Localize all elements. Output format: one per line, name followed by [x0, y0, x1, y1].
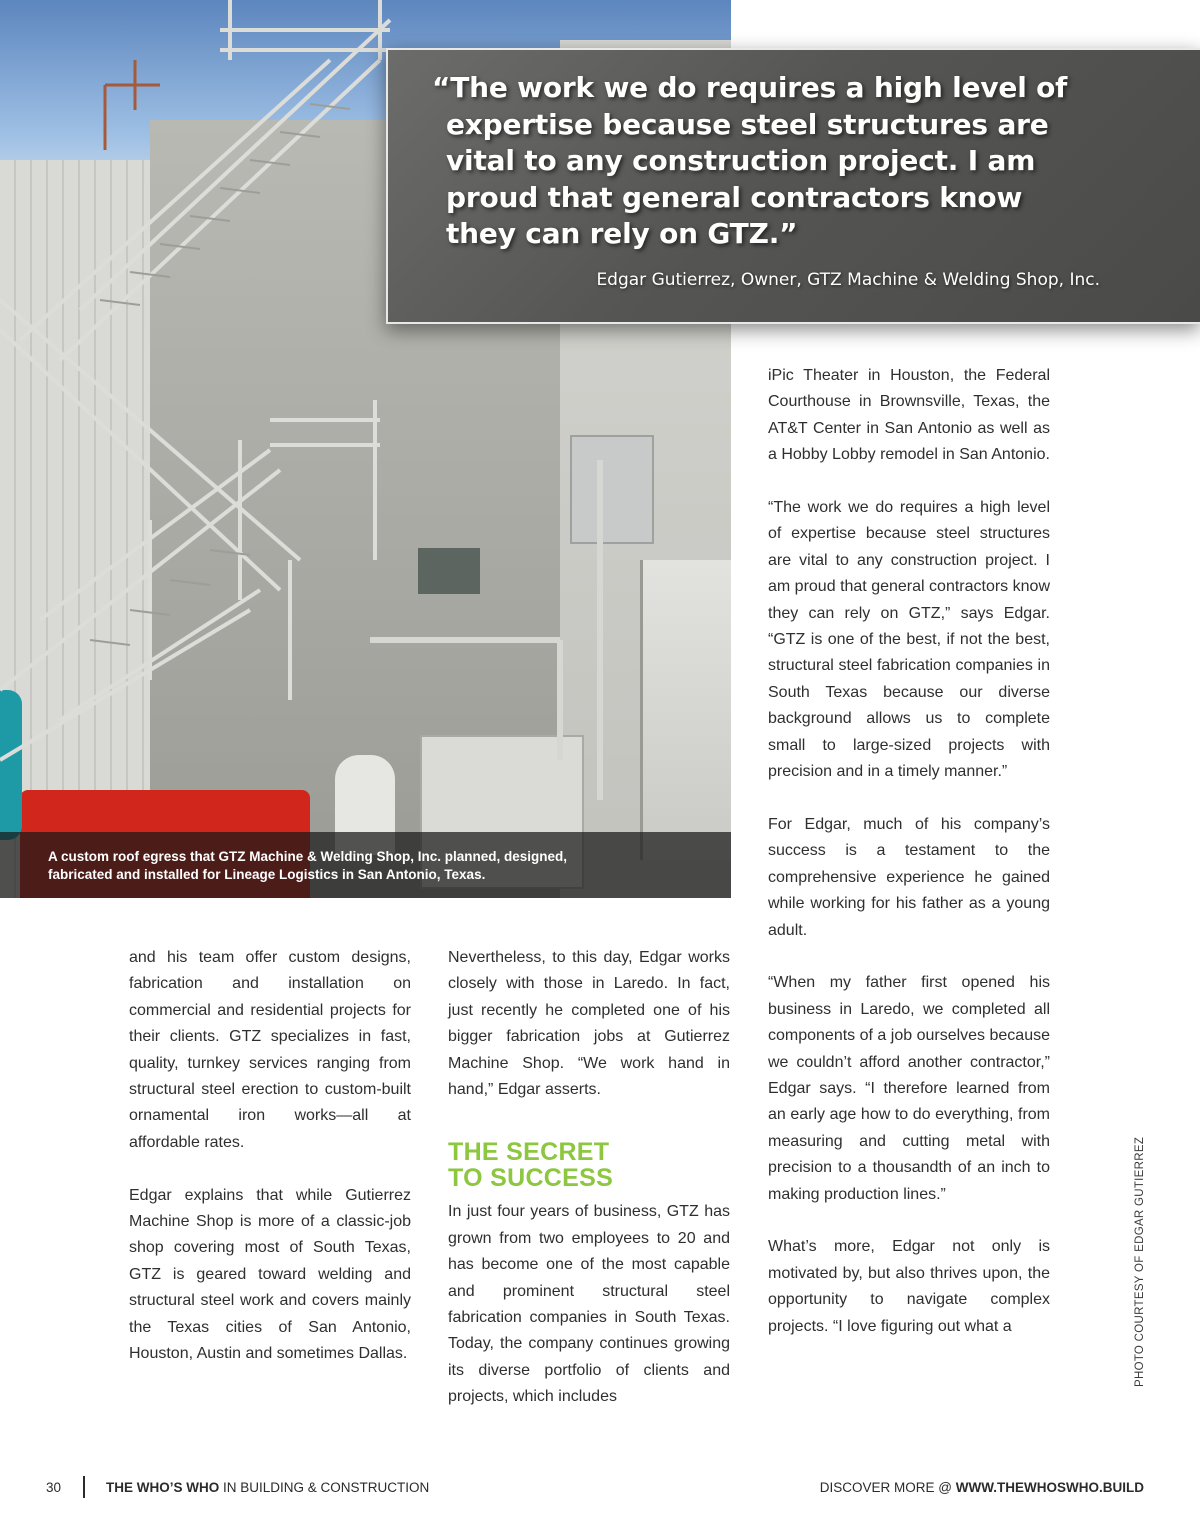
body-paragraph: and his team offer custom designs, fabrication and installation on commercial and residential projects for their clients. GTZ specializes in fast, quality, turnkey services ranging from structural steel erection to custom-built ornamental iron works—all at affordable rates. [129, 949, 411, 1151]
body-paragraph: For Edgar, much of his company’s success is a testament to the comprehensive experience he gained while working for his father as a young adult. [768, 815, 1050, 939]
body-paragraph: In just four years of business, GTZ has grown from two employees to 20 and has become one of the most capable and prominent structural steel fabrication companies in South Texas. Today, the company continues growing its diverse portfolio of clients and projects, which includes [448, 1203, 730, 1406]
pull-quote-line: proud that general contractors know [446, 180, 1023, 214]
publication-name-bold: THE WHO’S WHO [106, 1480, 220, 1495]
pull-quote-line: “The work we do requires a high level of [432, 71, 1068, 104]
page-number: 30 [46, 1480, 62, 1495]
website-url[interactable]: WWW.THEWHOSWHO.BUILD [955, 1480, 1144, 1495]
article-column-middle [448, 945, 730, 1411]
pull-quote-line: they can rely on GTZ.” [446, 217, 798, 250]
publication-name [106, 1480, 429, 1495]
section-heading [448, 1139, 730, 1191]
pull-quote-line: vital to any construction project. I am [446, 144, 1036, 177]
photo-caption [0, 832, 731, 898]
article-column-left [129, 945, 411, 1367]
page-footer [0, 1470, 1200, 1506]
photo-credit: PHOTO COURTESY OF EDGAR GUTIERREZ [1134, 1136, 1146, 1387]
discover-prefix: DISCOVER MORE @ [819, 1480, 956, 1495]
body-paragraph: What’s more, Edgar not only is motivated by, but also thrives upon, the opportunity to navigate complex projects. “I love figuring out what a [768, 1238, 1050, 1335]
caption-line-2: fabricated and installed for Lineage Logistics in San Antonio, Texas. [48, 867, 486, 882]
pull-quote-text [432, 70, 1132, 253]
pull-quote [386, 48, 1200, 324]
section-heading-line: THE SECRET [448, 1138, 610, 1167]
article-column-right [768, 363, 1050, 1340]
footer-divider [83, 1476, 85, 1498]
website-link[interactable] [820, 1480, 1144, 1495]
section-heading-line: TO SUCCESS [448, 1164, 614, 1193]
pull-quote-line: expertise because steel structures are [446, 107, 1049, 141]
body-paragraph: “The work we do requires a high level of expertise because steel structures are vital to any construction project. I am proud that general contractors know they can rely on GTZ,” says Edgar. “GTZ is one of the best, if not the best, structural steel fabrication companies in South Texas because our diverse background allows us to complete small to large-sized projects with precision and in a timely manner.” [768, 499, 1050, 781]
pull-quote-attribution: Edgar Gutierrez, Owner, GTZ Machine & Welding Shop, Inc. [596, 270, 1100, 290]
body-paragraph: Edgar explains that while Gutierrez Machine Shop is more of a classic-job shop covering most of South Texas, GTZ is geared toward welding and structural steel work and covers mainly the Texas cities of San Antonio, Houston, Austin and sometimes Dallas. [129, 1186, 411, 1363]
body-paragraph: “When my father first opened his business in Laredo, we completed all components of a job ourselves because we couldn’t afford another contractor,” Edgar says. “I therefore learned from an early age how to do everything, from measuring and cutting metal with precision to a thousandth of an inch to making production lines.” [768, 974, 1050, 1203]
body-paragraph: Nevertheless, to this day, Edgar works closely with those in Laredo. In fact, just recently he completed one of his bigger fabrication jobs at Gutierrez Machine Shop. “We work hand in hand,” Edgar asserts. [448, 949, 730, 1099]
body-paragraph: iPic Theater in Houston, the Federal Courthouse in Brownsville, Texas, the AT&T Center in San Antonio as well as a Hobby Lobby remodel in San Antonio. [768, 367, 1050, 464]
caption-line-1: A custom roof egress that GTZ Machine & Welding Shop, Inc. planned, designed, [48, 849, 568, 864]
publication-name-rest: IN BUILDING & CONSTRUCTION [219, 1480, 430, 1495]
